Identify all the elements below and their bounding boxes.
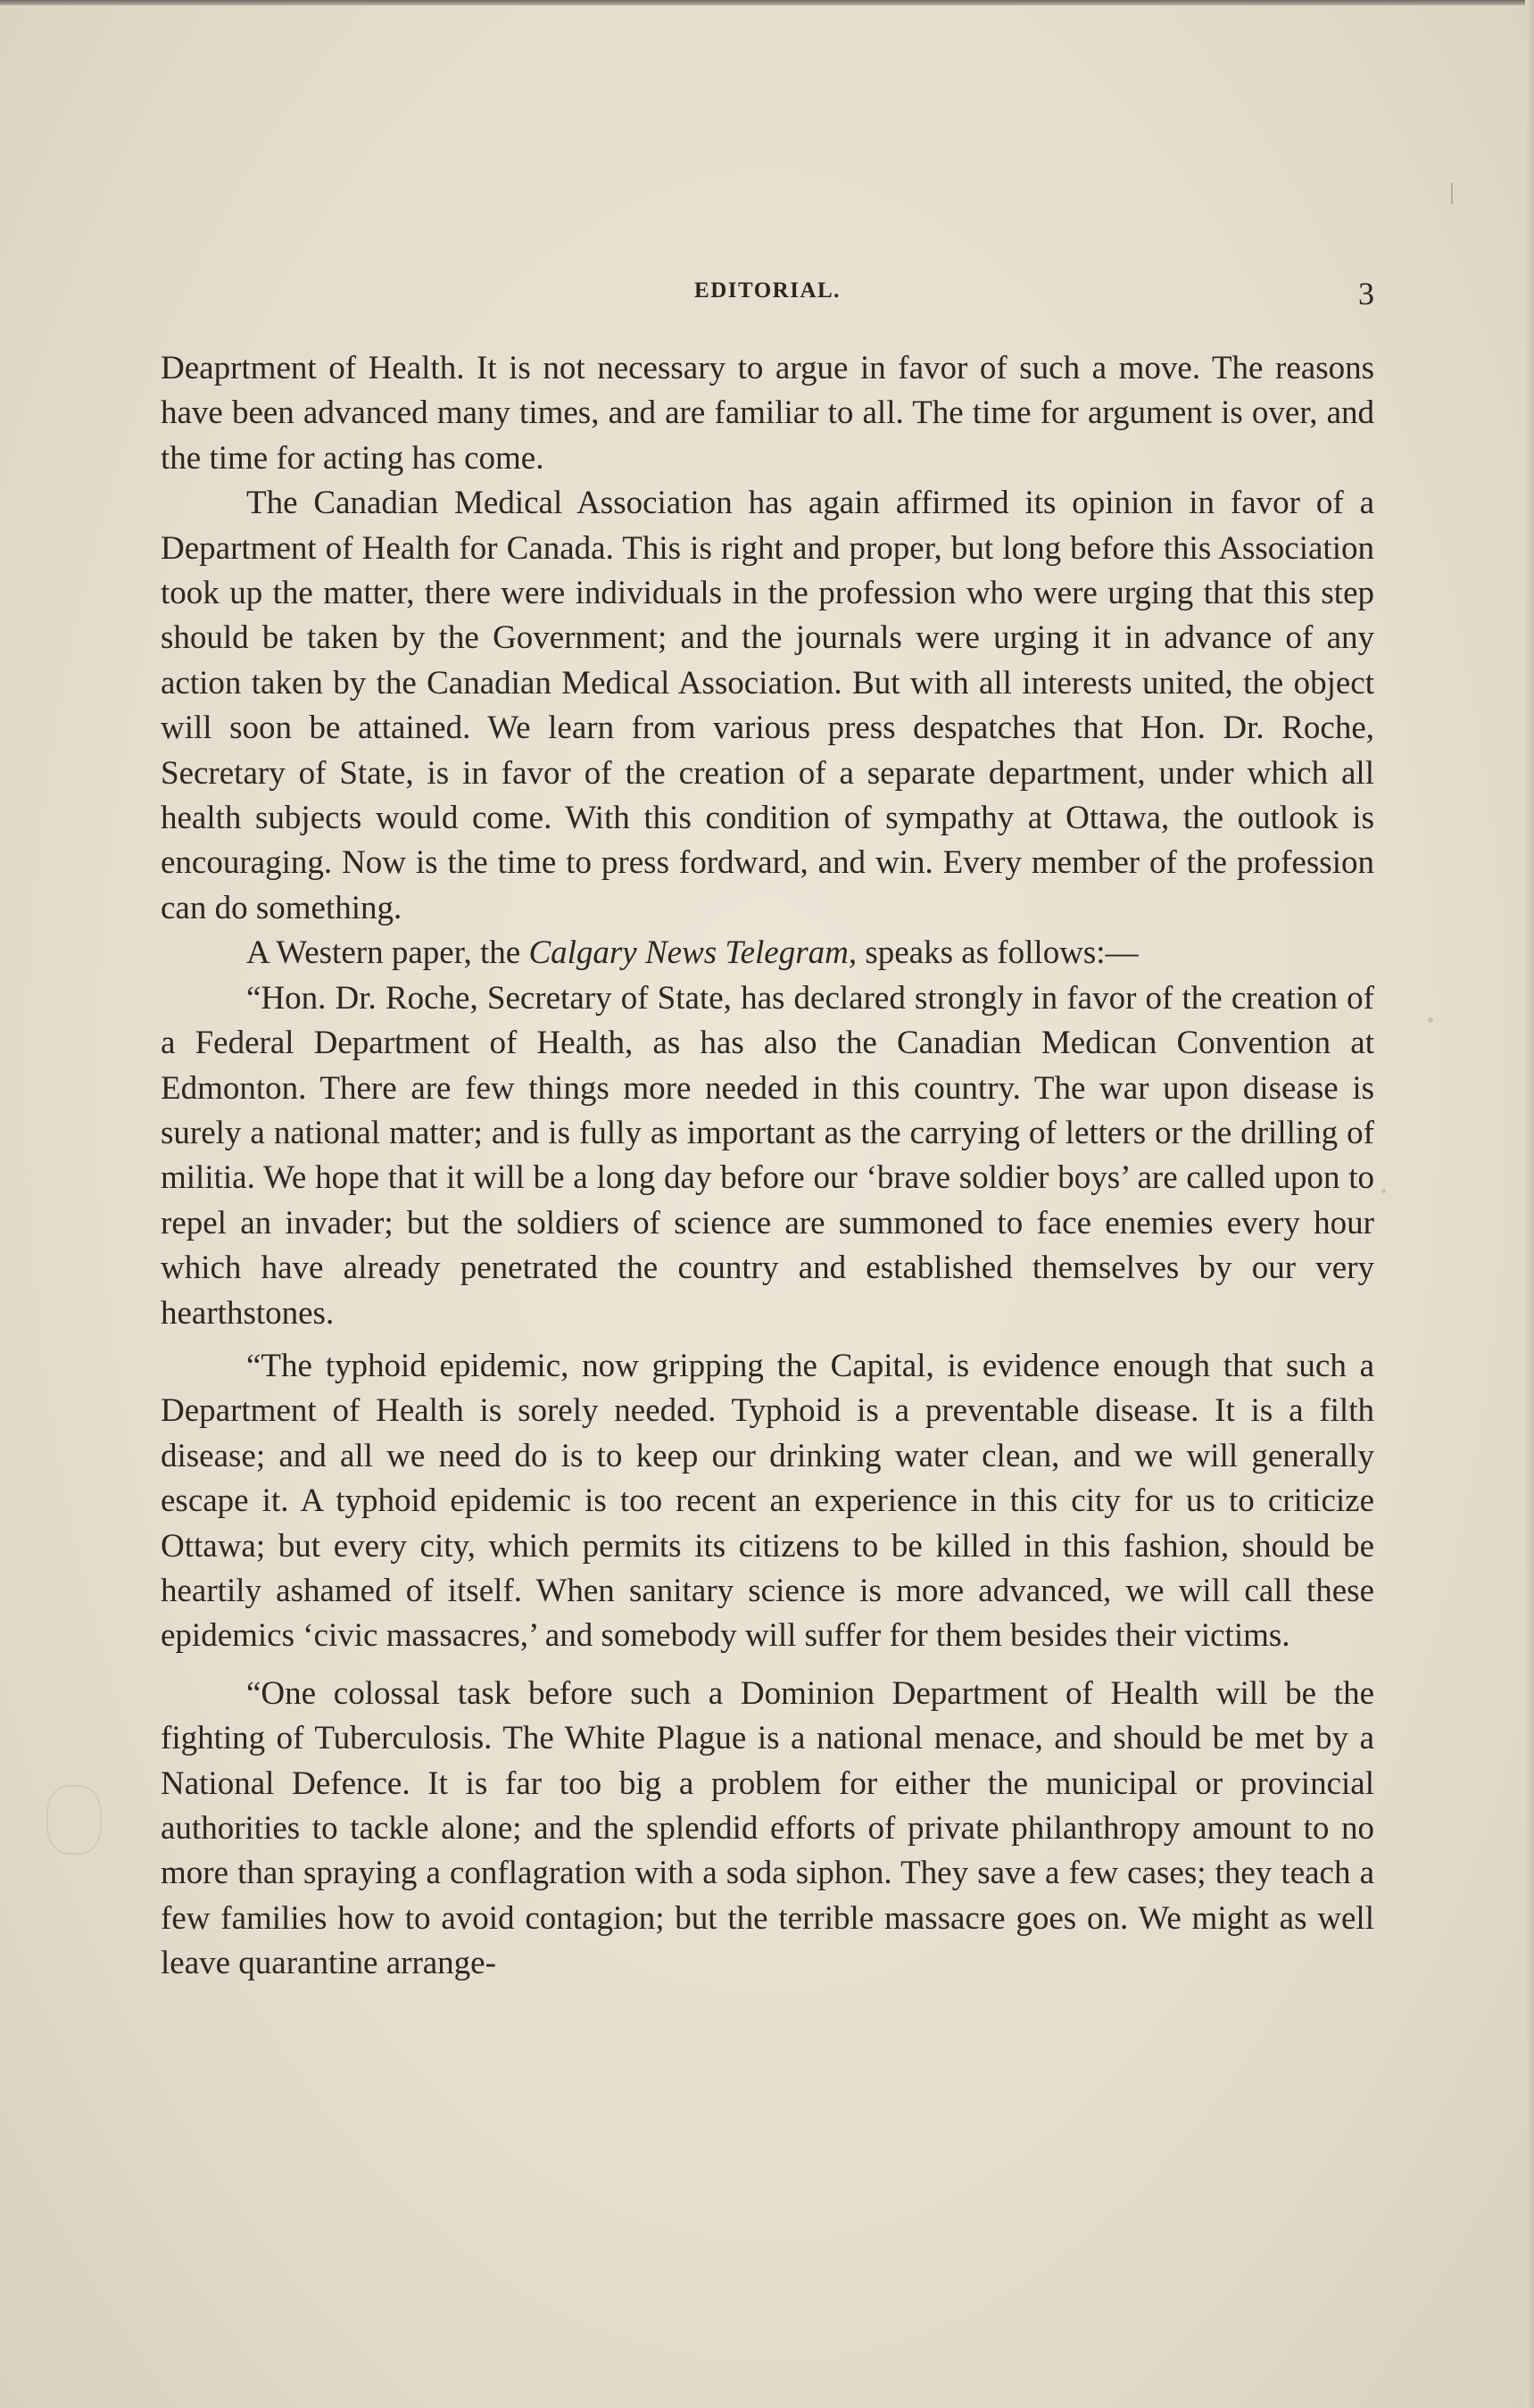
page-number: 3 xyxy=(1358,276,1374,311)
paragraph xyxy=(161,931,1374,976)
paragraph-text: The Canadian Medical Association has again affirmed its opinion in favor of a Department of Health for Canada. This is right and proper, but long before this Association took up the matter, there were individuals in the profession who were urging that this step should be taken by the Government; and the journals were urging it in advance of any action taken by the Canadian Medical Association. But with all interests united, the object will soon be attained. We learn from various press despatches that Hon. Dr. Roche, Secretary of State, is in favor of the creation of a separate department, under which all health subjects would come. With this condition of sympathy at Ottawa, the outlook is encouraging. Now is the time to press fordward, and win. Every member of the profession can do something. xyxy=(161,485,1374,926)
paragraph xyxy=(161,481,1374,931)
body-text xyxy=(161,346,1374,1987)
page-right-edge xyxy=(1525,0,1534,2408)
page-header xyxy=(161,275,1374,311)
paragraph-text: “The typhoid epidemic, now gripping the Capital, is evidence enough that such a Department of Health is sorely needed. Typhoid is a preventable disease. It is a filth disease; and all we need do is to keep our drinking water clean, and we will generally escape it. A typhoid epidemic is too recent an experience in this city for us to criticize Ottawa; but every city, which permits its citizens to be killed in this fashion, should be heartily ashamed of itself. When sanitary science is more advanced, we will call these epidemics ‘civic massacres,’ and somebody will suffer for them besides their victims. xyxy=(161,1347,1374,1655)
paragraph-text: “One colossal task before such a Dominion Department of Health will be the fighting of Tuberculosis. The White Plague is a national menace, and should be met by a National Defence. It is far too big a problem for either the municipal or provincial authorities to tackle alone; and the splendid efforts of private philanthropy amount to no more than spraying a conflagration with a soda siphon. They save a few cases; they teach a few families how to avoid contagion; but the terrible massacre goes on. We might as well leave quarantine arrange- xyxy=(161,1674,1374,1982)
paragraph-text: A Western paper, the xyxy=(246,934,529,972)
margin-mark xyxy=(1451,183,1453,204)
paragraph-text: Deaprtment of Health. It is not necessary to argue in favor of such a move. The reasons have been advanced many times, and are familiar to all. The time for argument is over, and the time for acting has come. xyxy=(161,350,1374,477)
running-head: EDITORIAL. xyxy=(694,278,841,303)
paper-speck xyxy=(1428,1017,1433,1023)
paper-blemish xyxy=(46,1785,102,1855)
paragraph-text: speaks as follows:— xyxy=(857,934,1139,972)
quote-paragraph xyxy=(161,976,1374,1336)
paper-speck xyxy=(1381,1189,1386,1193)
paragraph-text: “Hon. Dr. Roche, Secretary of State, has declared strongly in favor of the creation of a Federal Department of Health, as has also the Canadian Medican Convention at Edmonton. There are few things more needed in this country. The war upon disease is surely a national matter; and is fully as important as the carrying of letters or the drilling of militia. We hope that it will be a long day before our ‘brave soldier boys’ are called upon to repel an invader; but the soldiers of science are summoned to face enemies every hour which have already penetrated the country and established themselves by our very hearthstones. xyxy=(161,979,1374,1332)
paragraph xyxy=(161,346,1374,481)
page-top-edge xyxy=(0,0,1534,5)
quote-paragraph xyxy=(161,1344,1374,1659)
quote-paragraph xyxy=(161,1672,1374,1987)
publication-title: Calgary News Telegram, xyxy=(528,934,858,972)
